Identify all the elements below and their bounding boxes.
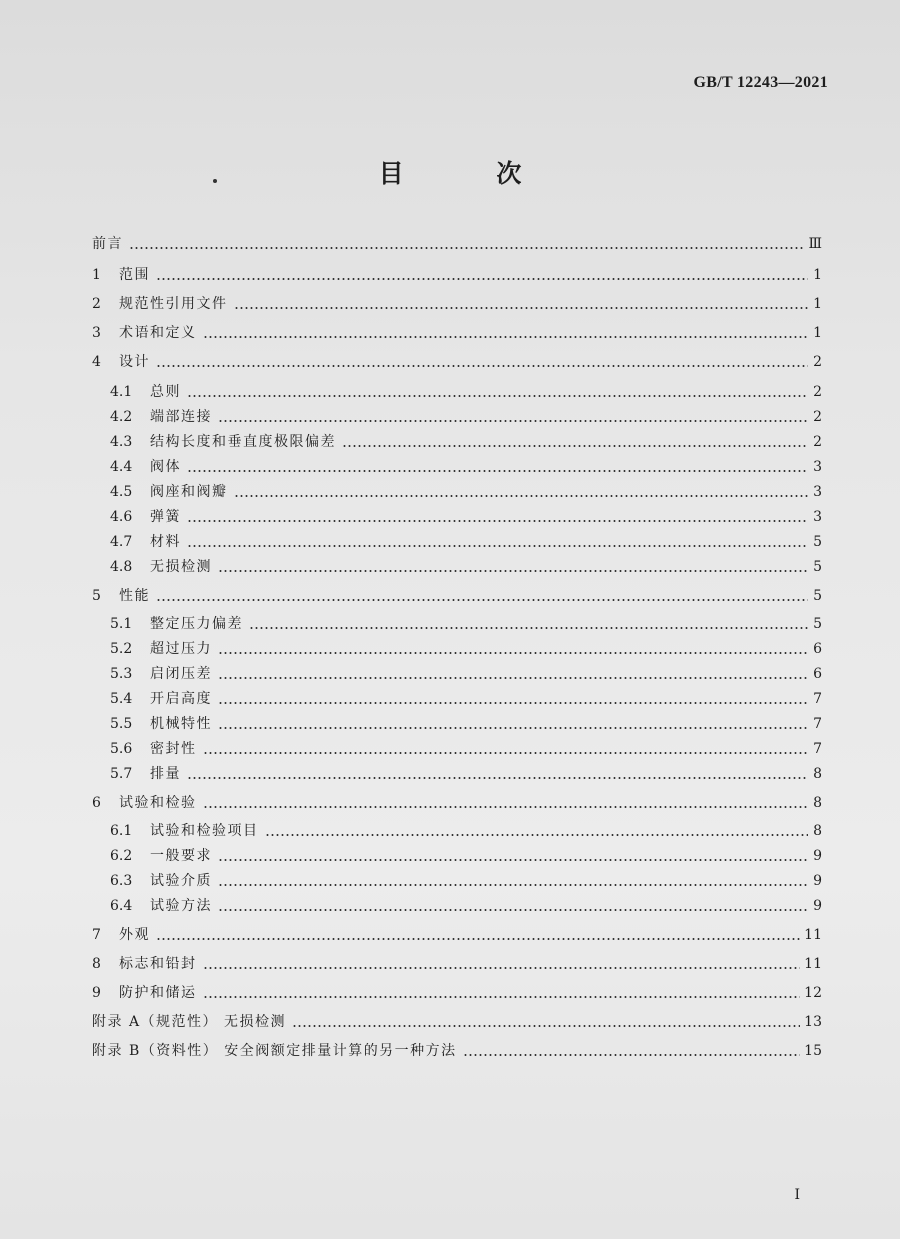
toc-entry-page: 5	[813, 616, 822, 632]
toc-entry-title: 范围	[119, 267, 150, 283]
toc-entry-page: 7	[813, 741, 822, 757]
toc-entry	[110, 611, 822, 633]
toc-entry-page: Ⅲ	[808, 236, 822, 252]
dot-leader	[203, 752, 809, 754]
toc-entry	[110, 529, 822, 551]
toc-entry-title: 开启高度	[150, 691, 212, 707]
toc-entry-number: 5.6	[110, 741, 133, 757]
toc-entry-page: 8	[813, 823, 822, 839]
toc-entry	[110, 504, 822, 526]
toc-entry	[110, 661, 822, 683]
toc-entry-page: 8	[813, 795, 822, 811]
toc-entry	[110, 711, 822, 733]
dot-leader	[129, 247, 804, 249]
toc-entry-title: 前言	[92, 236, 123, 252]
dot-leader	[218, 909, 808, 911]
toc-entry-title: 试验介质	[150, 873, 212, 889]
dot-leader	[218, 702, 808, 704]
toc-entry-number: 9	[92, 985, 101, 1001]
dot-leader	[156, 365, 808, 367]
dot-leader	[218, 652, 808, 654]
toc-entry-title: 防护和储运	[119, 985, 197, 1001]
toc-entry-number: 3	[92, 325, 101, 341]
toc-entry-number: 5.7	[110, 766, 133, 782]
toc-entry	[110, 554, 822, 576]
toc-entry-title: 启闭压差	[150, 666, 212, 682]
toc-entry	[92, 790, 822, 812]
toc-entry-page: 9	[813, 873, 822, 889]
toc-entry-title: 机械特性	[150, 716, 212, 732]
toc-entry-number: 4.4	[110, 459, 133, 475]
toc-entry	[92, 980, 822, 1002]
toc-entry-title: 弹簧	[150, 509, 181, 525]
toc-entry	[92, 231, 822, 253]
dot-leader	[187, 470, 808, 472]
toc-entry-page: 2	[813, 434, 822, 450]
toc-entry-number: 4.8	[110, 559, 133, 575]
toc-entry-page: 1	[813, 325, 822, 341]
toc-entry-page: 2	[813, 409, 822, 425]
dot-leader	[218, 570, 808, 572]
toc-entry	[110, 479, 822, 501]
toc-entry-number: 5.3	[110, 666, 133, 682]
toc-entry	[92, 262, 822, 284]
dot-leader	[218, 727, 808, 729]
toc-entry-number: 6.4	[110, 898, 133, 914]
toc-entry-title: 标志和铅封	[119, 956, 197, 972]
toc-entry-title: 阀座和阀瓣	[150, 484, 228, 500]
toc-entry-number: 5	[92, 588, 101, 604]
dot-leader	[156, 278, 808, 280]
toc-entry	[92, 1009, 822, 1031]
toc-entry-title: 外观	[119, 927, 150, 943]
toc-entry-page: 15	[804, 1043, 822, 1059]
toc-entry	[110, 454, 822, 476]
toc-entry-title: 总则	[150, 384, 181, 400]
toc-entry-number: 5.5	[110, 716, 133, 732]
toc-entry-number: 4	[92, 354, 101, 370]
toc-entry-page: 3	[813, 484, 822, 500]
dot-leader	[203, 806, 809, 808]
dot-leader	[203, 336, 809, 338]
toc-entry-page: 3	[813, 459, 822, 475]
dot-leader	[187, 520, 808, 522]
toc-entry-number: 6.3	[110, 873, 133, 889]
toc-entry-number: 6.2	[110, 848, 133, 864]
toc-entry	[110, 818, 822, 840]
toc-entry-page: 8	[813, 766, 822, 782]
toc-entry-page: 12	[804, 985, 822, 1001]
page-title: 目 次	[378, 159, 564, 188]
toc-entry	[110, 379, 822, 401]
dot-leader	[218, 884, 808, 886]
toc-entry-title: 术语和定义	[119, 325, 197, 341]
toc-entry-number: 5.2	[110, 641, 133, 657]
toc-entry-title: 密封性	[150, 741, 197, 757]
toc-entry-number: 2	[92, 296, 101, 312]
toc-entry-title: 一般要求	[150, 848, 212, 864]
toc-entry	[110, 736, 822, 758]
toc-entry	[110, 429, 822, 451]
toc-entry-title: 无损检测	[150, 559, 212, 575]
dot-leader	[187, 777, 808, 779]
toc-entry-number: 5.4	[110, 691, 133, 707]
dot-leader	[156, 599, 808, 601]
toc-entry-title: 试验和检验	[119, 795, 197, 811]
dot-leader	[234, 495, 809, 497]
dot-leader	[234, 307, 809, 309]
toc-entry	[92, 922, 822, 944]
toc-entry-page: 7	[813, 691, 822, 707]
dot-leader	[187, 545, 808, 547]
toc-entry	[92, 583, 822, 605]
toc-entry-title: 结构长度和垂直度极限偏差	[150, 434, 336, 450]
toc-entry-number: 1	[92, 267, 101, 283]
toc-entry-number: 8	[92, 956, 101, 972]
toc-entry-number: 4.6	[110, 509, 133, 525]
page-number: I	[794, 1187, 800, 1203]
toc-entry-number: 4.1	[110, 384, 133, 400]
toc-entry-title: 设计	[119, 354, 150, 370]
toc-entry-title: 超过压力	[150, 641, 212, 657]
dot-leader	[342, 445, 808, 447]
toc-entry-number: 4.7	[110, 534, 133, 550]
toc-entry	[92, 320, 822, 342]
toc-entry-title: 材料	[150, 534, 181, 550]
toc-entry-number: 4.2	[110, 409, 133, 425]
toc-entry-page: 5	[813, 534, 822, 550]
toc-entry-title: 整定压力偏差	[150, 616, 243, 632]
toc-entry-page: 6	[813, 666, 822, 682]
toc-entry	[92, 291, 822, 313]
toc-entry-title: 性能	[119, 588, 150, 604]
toc-entry-page: 6	[813, 641, 822, 657]
toc-entry-number: 6.1	[110, 823, 133, 839]
toc-entry-title: 阀体	[150, 459, 181, 475]
toc-entry	[110, 868, 822, 890]
toc-entry-title: 试验方法	[150, 898, 212, 914]
toc-entry-number: 4.3	[110, 434, 133, 450]
dot-leader	[292, 1025, 800, 1027]
toc-entry	[110, 404, 822, 426]
toc-entry-title: 试验和检验项目	[150, 823, 259, 839]
toc-entry	[92, 951, 822, 973]
toc-entry-title: 排量	[150, 766, 181, 782]
toc-entry-page: 1	[813, 267, 822, 283]
dot-leader	[218, 677, 808, 679]
toc-entry	[110, 686, 822, 708]
toc-entry-page: 9	[813, 898, 822, 914]
toc-entry	[110, 893, 822, 915]
dot-leader	[463, 1054, 800, 1056]
toc-entry-title: 附录 B（资料性） 安全阀额定排量计算的另一种方法	[92, 1043, 457, 1059]
dot-leader	[203, 967, 801, 969]
toc-entry-number: 6	[92, 795, 101, 811]
toc-entry	[110, 843, 822, 865]
toc-entry-number: 5.1	[110, 616, 133, 632]
toc-entry-page: 2	[813, 354, 822, 370]
toc-entry-page: 13	[804, 1014, 822, 1030]
toc-entry-page: 1	[813, 296, 822, 312]
toc-entry-title: 附录 A（规范性） 无损检测	[92, 1014, 287, 1030]
toc-entry-page: 5	[813, 559, 822, 575]
toc-entry-page: 2	[813, 384, 822, 400]
toc-entry-title: 规范性引用文件	[119, 296, 228, 312]
dot-leader	[218, 859, 808, 861]
toc-entry	[110, 636, 822, 658]
dot-leader	[187, 395, 808, 397]
toc-entry	[110, 761, 822, 783]
toc-entry-number: 7	[92, 927, 101, 943]
dot-leader	[156, 938, 800, 940]
standard-code: GB/T 12243—2021	[693, 74, 828, 91]
toc-entry	[92, 349, 822, 371]
dot-leader	[265, 834, 809, 836]
toc-entry-page: 3	[813, 509, 822, 525]
dot-leader	[249, 627, 808, 629]
dot-leader	[218, 420, 808, 422]
toc-entry-title: 端部连接	[150, 409, 212, 425]
dot-leader	[203, 996, 801, 998]
toc-entry-page: 11	[804, 956, 822, 972]
toc-entry	[92, 1038, 822, 1060]
toc-entry-page: 9	[813, 848, 822, 864]
toc-entry-page: 5	[813, 588, 822, 604]
toc-entry-page: 7	[813, 716, 822, 732]
toc-entry-number: 4.5	[110, 484, 133, 500]
toc-entry-page: 11	[804, 927, 822, 943]
